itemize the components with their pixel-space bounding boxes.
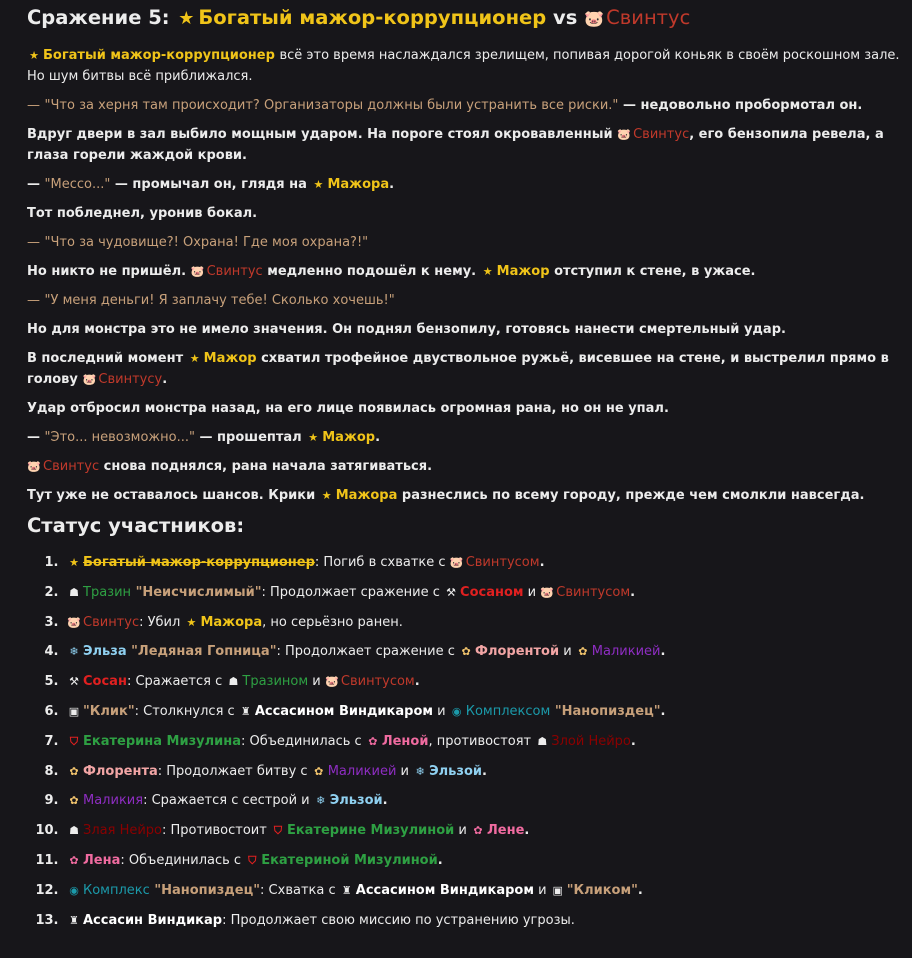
status-item: 4. ❄ Эльза "Ледяная Гопница": Продолжает сражение с ✿ Флорентой и ✿ Маликией. xyxy=(63,641,902,662)
vs-label: vs xyxy=(553,6,578,29)
wand-icon: ⚒ xyxy=(446,585,456,599)
assassin-icon: ♜ xyxy=(69,913,79,927)
camera-icon: ▣ xyxy=(68,704,80,718)
status-item: 12. ◉ Комплекс "Нанопиздец": Схватка с ♜ Ассасином Виндикаром и ▣ "Кликом". xyxy=(63,880,902,901)
star-icon: ★ xyxy=(69,556,79,569)
status-list xyxy=(27,552,902,931)
status-item: 5. ⚒ Сосан: Сражается с ☗ Тразином и 🐷 Свинтусом. xyxy=(63,671,902,692)
star-icon: ★ xyxy=(313,178,324,191)
pig-icon: 🐷 xyxy=(325,675,339,689)
pig-icon: 🐷 xyxy=(584,9,605,28)
snowflake-icon: ❄ xyxy=(415,764,425,778)
story-paragraph: Тот побледнел, уронив бокал. xyxy=(27,206,258,221)
status-item: 9. ✿ Маликия: Сражается с сестрой и ❄ Эльзой. xyxy=(63,790,902,811)
star-icon: ★ xyxy=(189,352,200,365)
fighter1-name: Богатый мажор-коррупционер xyxy=(198,6,547,29)
status-heading: Статус участников: xyxy=(27,514,245,537)
star-icon: ★ xyxy=(321,489,332,502)
story-paragraph: — "Что за чудовище?! Охрана! Где моя охрана?!" xyxy=(27,235,369,250)
snowflake-icon: ❄ xyxy=(316,794,326,808)
fairy-icon: ✿ xyxy=(314,764,324,778)
pig-icon: 🐷 xyxy=(27,460,41,473)
status-item: 1. ★ Богатый мажор-коррупционер: Погиб в схватке с 🐷 Свинтусом. xyxy=(63,552,902,573)
fairy-icon: ✿ xyxy=(69,794,79,808)
mask-icon: ☗ xyxy=(537,734,548,748)
star-icon: ★ xyxy=(186,615,197,629)
story-paragraph: — "Что за херня там происходит? Организаторы должны были устранить все риски." — недовольно пробормотал он. xyxy=(27,98,863,113)
assassin-icon: ♜ xyxy=(341,883,352,897)
story-paragraph: Тут уже не оставалось шансов. Крики ★ Мажора разнеслись по всему городу, прежде чем смолкли навсегда. xyxy=(27,485,902,506)
story-paragraph: В последний момент ★ Мажор схватил трофейное двуствольное ружьё, висевшее на стене, и выстрелил прямо в голову 🐷 Свинтусу. xyxy=(27,348,902,390)
star-icon: ★ xyxy=(482,265,493,278)
story-paragraph: 🐷 Свинтус снова поднялся, рана начала затягиваться. xyxy=(27,456,902,477)
fairy-icon: ✿ xyxy=(461,645,471,659)
flower-icon: ✿ xyxy=(473,824,483,838)
camera-icon: ▣ xyxy=(552,883,563,897)
pig-icon: 🐷 xyxy=(540,585,555,599)
status-item: 3. 🐷 Свинтус: Убил ★ Мажора, но серьёзно ранен. xyxy=(63,612,902,633)
snowflake-icon: ❄ xyxy=(69,645,79,659)
orb-icon: ◉ xyxy=(451,704,462,718)
story-paragraph: Но никто не пришёл. 🐷 Свинтус медленно подошёл к нему. ★ Мажор отступил к стене, в ужасе. xyxy=(27,261,902,282)
story-paragraph: ★ Богатый мажор-коррупционер всё это время наслаждался зрелищем, попивая дорогой коньяк в своём роскошном зале. Но шум битвы всё приближался. xyxy=(27,45,902,87)
story-paragraph: — "Это... невозможно..." — прошептал ★ Мажор. xyxy=(27,427,902,448)
status-item: 6. ▣ "Клик": Столкнулся с ♜ Ассасином Виндикаром и ◉ Комплексом "Нанопиздец". xyxy=(63,701,902,722)
fairy-icon: ✿ xyxy=(578,645,588,659)
star-icon: ★ xyxy=(308,431,319,444)
star-icon: ★ xyxy=(178,8,195,29)
story-paragraph: — "Мессо..." — промычал он, глядя на ★ Мажора. xyxy=(27,174,902,195)
shield-icon: ⛉ xyxy=(69,734,79,748)
status-item: 2. ☗ Тразин "Неисчислимый": Продолжает сражение с ⚒ Сосаном и 🐷 Свинтусом. xyxy=(63,582,902,603)
flower-icon: ✿ xyxy=(69,853,79,867)
wand-icon: ⚒ xyxy=(69,675,79,689)
status-item: 13. ♜ Ассасин Виндикар: Продолжает свою миссию по устранению угрозы. xyxy=(63,910,902,931)
assassin-icon: ♜ xyxy=(240,704,251,718)
mask-icon: ☗ xyxy=(69,585,79,599)
orb-icon: ◉ xyxy=(69,883,79,897)
shield-icon: ⛉ xyxy=(248,853,257,867)
mask-icon: ☗ xyxy=(228,675,239,689)
pig-icon: 🐷 xyxy=(67,615,81,629)
story-paragraph: Вдруг двери в зал выбило мощным ударом. На пороге стоял окровавленный 🐷 Свинтус, его бензопила ревела, а глаза горели жаждой крови. xyxy=(27,124,902,166)
pig-icon: 🐷 xyxy=(449,556,464,569)
status-item: 10. ☗ Злая Нейро: Противостоит ⛉ Екатерине Мизулиной и ✿ Лене. xyxy=(63,820,902,841)
mask-icon: ☗ xyxy=(69,824,79,838)
battle-title-prefix: Сражение 5: xyxy=(27,6,170,29)
status-item: 11. ✿ Лена: Объединилась с ⛉ Екатериной Мизулиной. xyxy=(63,850,902,871)
status-item: 8. ✿ Флорента: Продолжает битву с ✿ Маликией и ❄ Эльзой. xyxy=(63,761,902,782)
story-paragraph: Удар отбросил монстра назад, на его лице появилась огромная рана, но он не упал. xyxy=(27,401,669,416)
battle-title xyxy=(27,6,902,31)
story-paragraph: Но для монстра это не имело значения. Он поднял бензопилу, готовясь нанести смертельный удар. xyxy=(27,322,786,337)
star-icon: ★ xyxy=(29,49,39,62)
shield-icon: ⛉ xyxy=(273,824,283,838)
story-paragraph: — "У меня деньги! Я заплачу тебе! Сколько хочешь!" xyxy=(27,293,395,308)
pig-icon: 🐷 xyxy=(617,128,631,141)
fairy-icon: ✿ xyxy=(69,764,79,778)
fighter2-name: Свинтус xyxy=(606,6,691,29)
status-item: 7. ⛉ Екатерина Мизулина: Объединилась с ✿ Леной, противостоят ☗ Злой Нейро. xyxy=(63,731,902,752)
flower-icon: ✿ xyxy=(368,734,378,748)
pig-icon: 🐷 xyxy=(82,373,97,386)
pig-icon: 🐷 xyxy=(190,265,205,278)
